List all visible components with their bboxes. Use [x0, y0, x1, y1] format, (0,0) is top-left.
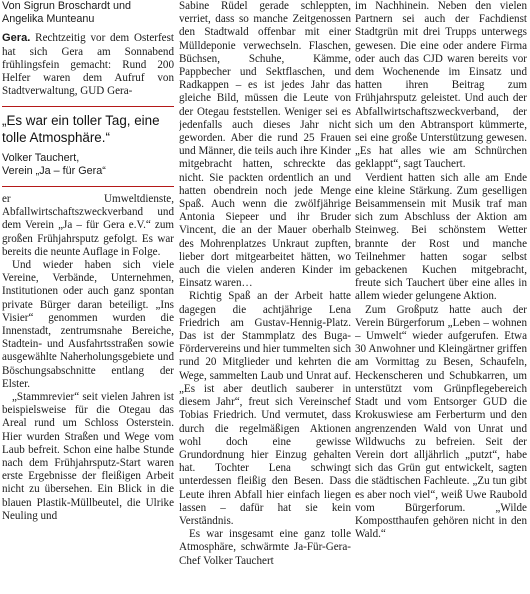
paragraph: Verdient hatten sich alle am Ende eine kleine Stärkung. Zum geselligen Beisammensein mit Musik traf man sich zum Abschluss der Aktion am Steinweg. Bei schönstem Wetter brannte der Rost und manche Teilnehmer hatten sogar selbst gebackenen Kuchen mitgebracht, freute sich Tauchert über eine alles in allem wieder gelungene Aktion.: [355, 171, 527, 303]
paragraph: Zum Großputz hatte auch der Verein Bürgerforum „Leben – wohnen – Umwelt“ wieder aufgerufen. Etwa 30 Anwohner und Kleingärtner griffen am Vormittag zu Besen, Schaufeln, Heckenscheren und Schubkarren, um unterstützt vom Grünpflegebereich Stadt und vom Entsorger GUD die Krokuswiese am Ferberturm und den angrenzenden Wald von Unrat und Wildwuchs zu befreien. Seit der Verein dort alljährlich „putzt“, habe sich das Grün gut entwickelt, sagten die städtischen Fachleute. „Zu tun gibt es aber noch viel“, weiß Uwe Raubold vom Bürgerforum. „Wilde Kompostthaufen gehören nicht in den Wald.“: [355, 303, 527, 541]
quote-rule-bottom: [2, 186, 174, 187]
quote-organization: Verein „Ja – für Gera“: [2, 164, 106, 177]
dateline: Gera.: [2, 32, 31, 45]
column-2: [179, 0, 351, 568]
paragraph: er Umweltdienste, Abfallwirtschaftszweckverband und dem Verein „Ja – für Gera e.V.“ zum großen Frühjahrsputz gefolgt. Es war bereits die neunte Auflage in Folge.: [2, 193, 174, 258]
quote-text: „Es war ein toller Tag, eine tolle Atmosphäre.“: [2, 113, 160, 146]
quote-rule-top: [2, 106, 174, 107]
paragraph: Es war insgesamt eine ganz tolle Atmosphäre, schwärmte Ja-Für-Gera-Chef Volker Tauchert: [179, 528, 351, 567]
byline: Von Sigrun Broschardt und Angelika Munteanu: [2, 0, 132, 26]
paragraph: „Stammrevier“ seit vielen Jahren ist beispielsweise für die Otegau das Areal rund um Schloss Osterstein. Hier wurden Straßen und Wege vom Laub befreit. Schon eine halbe Stunde nach dem Frühjahrsputz-Start waren erste Ergebnisse der fleißigen Arbeit nicht zu übersehen. Ein Blick in die blauen Plastik-Müllbeutel, die Ulrike Neuling und: [2, 391, 174, 522]
column-3: [355, 0, 527, 541]
paragraph: Und wieder haben sich viele Vereine, Verbände, Unternehmen, Institutionen oder auch ganz spontan private Bürger daran beteiligt. „Ins Visier“ genommen wurden die Innenstadt, zentrumsnahe Bereiche, Stadtein- und Ausfahrtsstraßen sowie ausgewählte Naherholungsgebiete und Böschungsabschnitte entlang der Elster.: [2, 259, 174, 390]
lead-text: Rechtzeitig vor dem Osterfest hat sich Gera am Sonnabend frühlingsfein gemacht: Rund 200 Helfer waren dem Aufruf von Stadtverwaltung, GUD Gera-: [2, 32, 174, 98]
paragraph: im Nachhinein. Neben den vielen Partnern sei auch der Fachdienst Stadtgrün mit drei Trupps unterwegs gewesen. Die eine oder andere Firma oder auch das CJD waren bereits vor dem Wochenende im Einsatz und hatten ihren Beitrag zum Frühjahrsputz geleistet. Und auch der Abfallwirtschaftszweckverband, der sich um den Abtransport kümmerte, sei eine große Unterstützung gewesen. „Es hat alles wie am Schnürchen geklappt“, sagt Tauchert.: [355, 0, 527, 171]
paragraph: Richtig Spaß an der Arbeit hatte dagegen die achtjährige Lena Friedrich am Gustav-Hennig-Platz. Das ist der Stammplatz des Buga-Fördervereins und hier tummelten sich rund 20 Mitglieder und kehrten die Wege, sammelten Laub und Unrat auf. „Es ist aber deutlich sauberer in diesem Jahr“, freut sich Vereinschef Tobias Friedrich. Und vermutet, dass durch die regelmäßigen Aktionen wohl doch eine gewisse Grundordnung hier Einzug gehalten hat. Tochter Lena schwingt unterdessen fleißig den Besen. Dass Leute ihren Abfall hier einfach liegen lassen – dafür hat sie kein Verständnis.: [179, 290, 351, 527]
column-1: [2, 0, 174, 523]
pull-quote: [2, 113, 174, 178]
quote-author: Volker Tauchert,: [2, 151, 80, 164]
lead-paragraph: [2, 32, 174, 98]
paragraph: Sabine Rüdel gerade schleppten, verriet, dass so manche Zeitgenossen den Stadtwald offenbar mit einer Mülldeponie verwechseln. Flaschen, Büchsen, Schuhe, Kämme, Pappbecher und Sektflaschen, und Radkappen – es ist jedes Jahr das gleiche Bild, müssen die Leute von der Otegau feststellen. Weniger sei es jedenfalls auch dieses Jahr nicht geworden. Aber die rund 25 Frauen und Männer, die teils auch ihre Kinder mitgebracht hatten, schreckte das nicht. Sie packten ordentlich an und hatten obendrein noch jede Menge Spaß. Auch wenn die zwölfjährige Antonia Siepeer und ihr Bruder Vincent, die an der Mauer oberhalb des Mohrenplatzes Unkraut zupften, lieber dort mitgearbeitet hätten, wo auch die vielen anderen Kinder im Einsatz waren…: [179, 0, 351, 290]
